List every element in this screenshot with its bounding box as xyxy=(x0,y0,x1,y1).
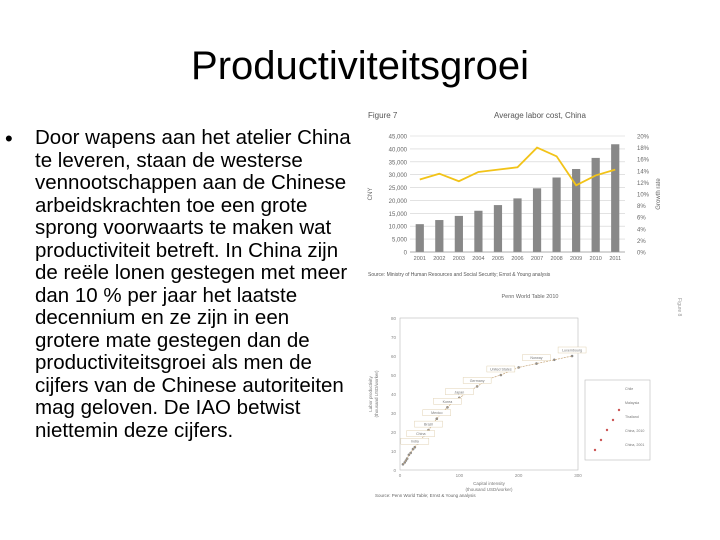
x-tick-label: 200 xyxy=(514,473,523,478)
labor-cost-chart xyxy=(368,111,662,278)
y-tick-label: 20,000 xyxy=(388,198,407,205)
x-tick-label: 2003 xyxy=(452,256,465,262)
x-tick-label: 2006 xyxy=(511,256,524,262)
inset-point xyxy=(612,419,614,421)
y-axis-label: CNY xyxy=(368,187,374,201)
inset-label: China, 2001 xyxy=(625,443,645,447)
bar xyxy=(611,144,619,252)
x-tick-label: 2001 xyxy=(413,256,426,262)
y-tick-label: 10 xyxy=(390,449,396,454)
y-tick-label: 0 xyxy=(393,468,396,473)
y-tick-label: 0 xyxy=(403,250,407,257)
inset-point xyxy=(606,429,608,431)
y2-tick-label: 12% xyxy=(637,180,650,187)
y-tick-label: 30,000 xyxy=(388,173,407,180)
bullet-text: Door wapens aan het atelier China te leveren, staan de westerse vennootschappen aan de Chinese arbeidskrachten toe een grote sprong voorwaarts te maken wat productiviteit betreft. In China zijn de reële lonen gestegen met meer dan 10 % per jaar het laatste decennium en ze zijn in een grotere mate gestegen dan de productiviteitsgroei als men de cijfers van de Chinese autoriteiten mag geloven. De IAO betwist niettemin deze cijfers. xyxy=(35,126,351,442)
inset-label: Malaysia xyxy=(625,401,640,405)
y2-tick-label: 16% xyxy=(637,157,650,164)
y-tick-label: 5,000 xyxy=(391,237,407,244)
inset-point xyxy=(600,439,602,441)
point-label: United States xyxy=(490,367,512,372)
y2-tick-label: 20% xyxy=(637,134,650,141)
chart-source: Source: Ministry of Human Resources and Social Security; Ernst & Young analysis xyxy=(368,272,551,278)
inset-label: China, 2010 xyxy=(625,429,645,433)
point-label: Korea xyxy=(442,399,453,404)
x-tick-label: 2005 xyxy=(491,256,505,262)
y-tick-label: 70 xyxy=(390,335,396,340)
bar xyxy=(474,211,482,252)
y-tick-label: 40,000 xyxy=(388,147,407,154)
x-tick-label: 2008 xyxy=(550,256,563,262)
inset-label: Thailand xyxy=(625,415,639,419)
y2-tick-label: 10% xyxy=(637,192,650,199)
y2-tick-label: 0% xyxy=(637,250,646,257)
point-label: Norway xyxy=(530,356,543,361)
bar xyxy=(455,216,463,252)
x-tick-label: 2007 xyxy=(530,256,544,262)
x-tick-label: 300 xyxy=(574,473,582,478)
x-axis-label-unit: (thousand USD/worker) xyxy=(465,487,513,492)
y-tick-label: 15,000 xyxy=(388,211,407,218)
figure-label: Figure 7 xyxy=(368,111,398,120)
y-tick-label: 60 xyxy=(390,354,396,359)
y-axis-label-unit: (thousand USD/worker) xyxy=(374,370,379,418)
x-tick-label: 100 xyxy=(455,473,464,478)
scatter-header: Penn World Table 2010 xyxy=(501,294,559,300)
figure-images xyxy=(360,108,690,513)
y-tick-label: 20 xyxy=(390,430,396,435)
y-axis-label: Labor productivity xyxy=(368,376,373,412)
x-tick-label: 2011 xyxy=(609,256,622,262)
bar xyxy=(592,158,600,252)
bar xyxy=(513,198,521,252)
y2-tick-label: 18% xyxy=(637,146,650,153)
point-label: India xyxy=(410,439,419,444)
x-axis-label: Capital intensity xyxy=(473,481,505,486)
y-tick-label: 35,000 xyxy=(388,160,407,167)
y-tick-label: 40 xyxy=(390,392,396,397)
bar xyxy=(435,220,443,252)
point-label: Japan xyxy=(454,390,465,395)
y-tick-label: 45,000 xyxy=(388,134,407,141)
slide-title: Productiviteitsgroei xyxy=(191,44,529,88)
point-label: China xyxy=(416,432,426,437)
plot-frame xyxy=(400,318,578,470)
scatter-source: Source: Penn World Table; Ernst & Young analysis xyxy=(375,493,476,498)
point-label: Germany xyxy=(469,378,485,383)
bar xyxy=(416,224,424,252)
y2-tick-label: 4% xyxy=(637,227,646,234)
bar xyxy=(494,205,502,252)
y2-tick-label: 14% xyxy=(637,169,650,176)
y2-tick-label: 6% xyxy=(637,215,646,222)
x-tick-label: 2010 xyxy=(589,256,602,262)
bullet-icon: • xyxy=(5,126,13,151)
productivity-scatter-chart xyxy=(368,294,682,498)
figures-svg xyxy=(360,108,690,508)
y2-tick-label: 2% xyxy=(637,238,646,245)
x-tick-label: 2009 xyxy=(570,256,583,262)
inset-frame xyxy=(585,380,650,460)
y-tick-label: 80 xyxy=(390,316,396,321)
y-tick-label: 10,000 xyxy=(388,224,407,231)
point-label: Luxembourg xyxy=(562,348,583,353)
x-tick-label: 0 xyxy=(398,473,402,478)
x-tick-label: 2002 xyxy=(433,256,446,262)
y-tick-label: 50 xyxy=(390,373,396,378)
bar xyxy=(533,188,541,252)
inset-label: Chile xyxy=(625,387,634,391)
y-tick-label: 25,000 xyxy=(388,186,407,193)
bar xyxy=(552,178,560,252)
growth-rate-line xyxy=(420,148,615,186)
x-tick-label: 2004 xyxy=(472,256,485,262)
inset-point xyxy=(618,409,620,411)
inset-point xyxy=(594,449,596,451)
side-note: Figure 8 xyxy=(676,298,682,317)
y-tick-label: 30 xyxy=(390,411,396,416)
chart-title: Average labor cost, China xyxy=(494,111,586,120)
y2-axis-label: Growth rate xyxy=(656,178,662,210)
point-label: Brazil xyxy=(423,422,433,427)
point-label: Mexico xyxy=(431,411,443,416)
y2-tick-label: 8% xyxy=(637,204,646,211)
